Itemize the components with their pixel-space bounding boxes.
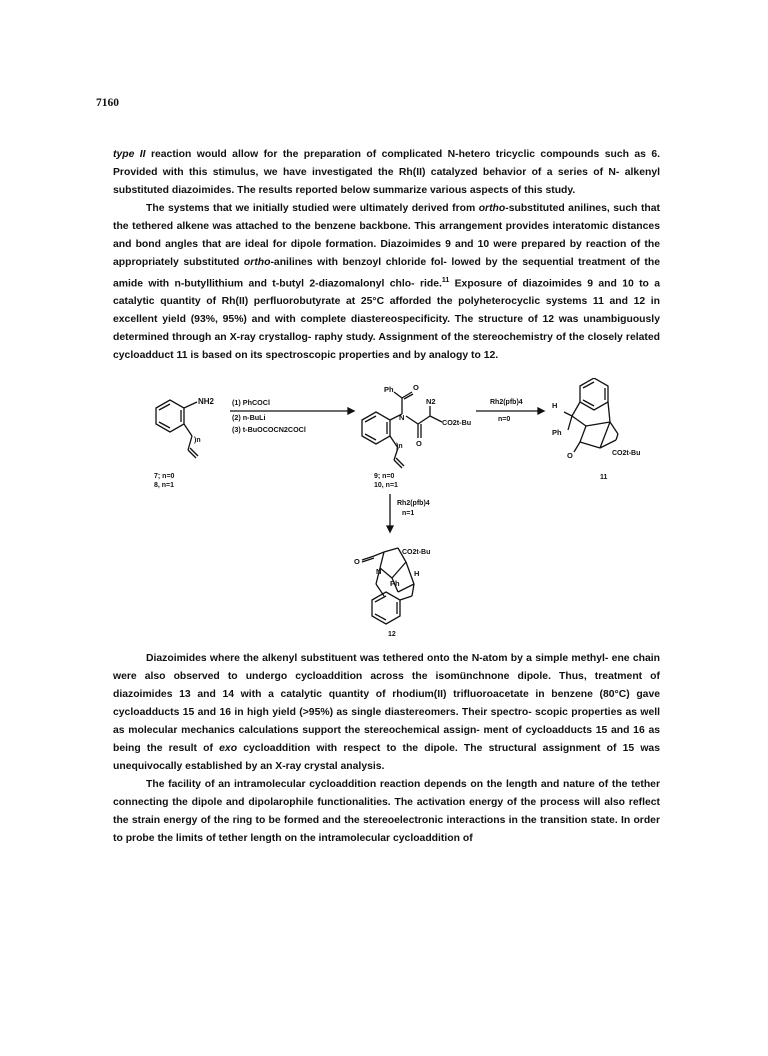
arrowhead-3 (387, 526, 393, 532)
compound-11-label: 11 (600, 474, 608, 481)
compound-12-label: 12 (388, 631, 396, 638)
text-segment: interatomic distances and bond angles that are ideal for dipole formation. Diazoimides 9 and 10 (113, 221, 660, 250)
arrowhead-1 (348, 408, 354, 414)
paragraph-4 (113, 776, 660, 848)
o-label-12: O (354, 557, 360, 566)
text-segment: spectroscopic properties and by analogy to 12. (265, 350, 499, 362)
h-label-12: H (414, 569, 420, 578)
o-label-bottom: O (416, 439, 422, 448)
text-segment: The structural assignment of 15 was unequivocally established by an X-ray crystal analysis. (113, 743, 660, 772)
n-atom-label: N (399, 413, 405, 422)
text-segment: (80°C) gave cycloadducts 15 and 16 in high yield (>95%) as single diastereomers. Their spectro- (113, 689, 660, 718)
reagent-1: (1) PhCOCl (232, 398, 270, 407)
text-segment: ortho (478, 203, 506, 214)
text-segment: The systems that we initially studied were ultimately derived from (146, 203, 479, 214)
text-segment: Diazoimides where the alkenyl substituent was tethered onto the N-atom by a simple methyl- (146, 653, 609, 664)
ph-label-11: Ph (552, 428, 562, 437)
n-subscript-label-2: )n (396, 443, 403, 450)
text-segment: type II (113, 149, 146, 160)
arrowhead-2 (538, 408, 544, 414)
text-segment: will also reflect the strain energy of the ring to be formed and the stereoelectronic interactions in the (113, 797, 660, 826)
n-subscript-label: )n (194, 437, 201, 444)
text-segment: 6. Provided with this stimulus, we have investigated the Rh(II) catalyzed behavior of a series of N- (113, 149, 660, 178)
text-segment: -substituted anilines, (505, 203, 610, 214)
text-segment: Exposure of diazoimides 9 and 10 to a catalytic quantity of Rh(II) perfluorobutyrate at 25°C (113, 278, 661, 308)
reagent-3: (3) t-BuOCOCN2COCl (232, 425, 306, 434)
paragraph-2 (113, 200, 660, 365)
h-label-11: H (552, 401, 558, 410)
ester-label: CO2t-Bu (442, 418, 472, 427)
o-label-11: O (567, 451, 573, 460)
ester-label-12: CO2t-Bu (402, 549, 431, 556)
body-text-top (113, 146, 660, 365)
text-segment: ene chain were also observed to undergo cycloaddition across the isomünchnone dipole. Thus, (113, 653, 660, 682)
text-segment: raphy study. Assignment of the stereochemistry of the closely related cycloadduct 11 is based on its (113, 332, 660, 362)
text-segment: The facility of an intramolecular cycloaddition reaction depends on the length and nature of the (146, 779, 628, 790)
condition-right: n=0 (498, 416, 511, 423)
text-segment: tether connecting the dipole and dipolarophile functionalities. The activation energy of the process (113, 779, 660, 808)
text-segment: treatment of diazoimides 13 and 14 with a catalytic quantity of rhodium(II) trifluoroacetate in benzene (113, 671, 660, 700)
text-segment: -anilines with benzoyl chloride fol- (270, 257, 447, 268)
o-label-top: O (413, 383, 419, 392)
body-text-bottom (113, 650, 660, 848)
text-segment: ment of cycloadducts 15 and 16 as being the result of (113, 725, 661, 754)
catalyst-down: Rh2(pfb)4 (397, 500, 430, 507)
text-segment: cycloaddition with respect to the dipole. (237, 743, 458, 754)
paragraph-3 (113, 650, 660, 776)
text-segment: such that the tethered alkene was attached to the benzene backbone. This arrangement provides (113, 203, 661, 232)
text-segment: diastereospecificity. The structure of 12 was unambiguously determined through an X-ray crystallog- (113, 314, 660, 344)
paragraph-1 (113, 146, 660, 200)
nh2-label: NH2 (198, 397, 215, 406)
aniline-structure (156, 400, 198, 458)
text-segment: ortho (243, 257, 271, 268)
text-segment: transition state. In order to probe the limits of tether length on the intramolecular cycloaddition of (113, 815, 660, 844)
text-segment: exo (219, 743, 238, 754)
text-segment: ride. (419, 278, 442, 290)
ester-label-11: CO2t-Bu (612, 450, 640, 457)
page-number: 7160 (96, 97, 119, 109)
n2-label: N2 (426, 397, 436, 406)
condition-down: n=1 (402, 510, 415, 517)
text-segment: reaction would allow for the preparation of complicated N-hetero tricyclic compounds such as (145, 149, 646, 160)
compound-9-label: 9; n=0 (374, 473, 395, 480)
ph-label-12: Ph (390, 579, 400, 588)
text-segment: afforded the polyheterocyclic systems 11 and 12 in excellent yield (93%, 95%) and with complete (113, 296, 661, 326)
text-segment: were prepared by reaction of the appropriately substituted (113, 239, 660, 268)
text-segment: scopic properties as well as molecular mechanics calculations support the stereochemical assign- (113, 707, 661, 736)
text-segment: lowed by the sequential treatment of the amide with n-butyllithium and t-butyl 2-diazomalonyl chlo- (113, 257, 661, 290)
reagent-2: (2) n-BuLi (232, 413, 266, 422)
cycloadduct-11-structure (564, 378, 618, 452)
compound-10-label: 10, n=1 (374, 482, 398, 489)
compound-7-label: 7; n=0 (154, 473, 175, 480)
text-segment: 11 (441, 277, 450, 284)
reaction-scheme (140, 378, 640, 640)
catalyst-right: Rh2(pfb)4 (490, 399, 523, 406)
compound-8-label: 8, n=1 (154, 482, 175, 489)
cycloadduct-12-structure (362, 548, 414, 624)
ph-label-top: Ph (384, 385, 394, 394)
n-label-12: N (376, 567, 382, 576)
text-segment: alkenyl substituted diazoimides. The results reported below summarize various aspects of this study. (113, 167, 661, 196)
